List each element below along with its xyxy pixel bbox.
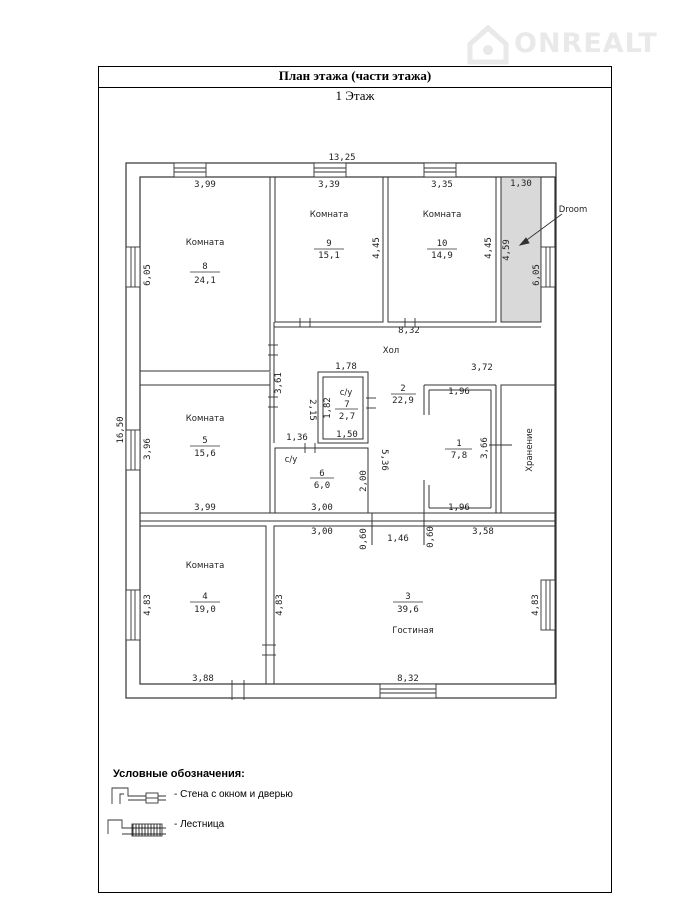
dim-r5-side: 3,96 (143, 438, 153, 460)
room-4-area: 19,0 (194, 605, 216, 615)
room-1-area: 7,8 (450, 451, 468, 461)
room-3-area: 39,6 (397, 605, 419, 615)
dim-d300: 3,00 (311, 527, 333, 537)
dim-r10-top: 3,35 (431, 180, 453, 190)
storage-name: Хранение (525, 428, 535, 472)
dim-d536: 5,36 (379, 449, 389, 471)
dim-r4-bottom: 3,88 (192, 674, 214, 684)
dim-r9-side: 4,45 (372, 237, 382, 259)
dim-overall-height: 16,50 (116, 416, 126, 444)
droom-name: Droom (558, 205, 588, 215)
dim-hall-361: 3,61 (274, 372, 284, 394)
dim-r4-inner: 4,83 (275, 594, 285, 616)
room-9-outline (275, 177, 383, 322)
room-10-number: 10 (436, 239, 448, 249)
dim-r1-side: 3,66 (480, 437, 490, 459)
dim-r3-side: 4,83 (531, 594, 541, 616)
room-4-name: Комната (185, 561, 225, 571)
room-8-area: 24,1 (194, 276, 216, 286)
wc-6-number: 6 (319, 469, 325, 479)
watermark-text: ONREALT (514, 28, 658, 59)
dimension-labels (116, 153, 542, 684)
room-9-number: 9 (326, 239, 332, 249)
dim-d358: 3,58 (472, 527, 494, 537)
room-9-name: Комната (309, 210, 349, 220)
dim-r3-bottom: 8,32 (397, 674, 419, 684)
room-8-outline (140, 177, 270, 371)
dim-wc6-300: 3,00 (311, 503, 333, 513)
dim-wc6-200: 2,00 (359, 470, 369, 492)
room-8-name: Комната (185, 238, 225, 248)
dim-wc7-150: 1,50 (336, 430, 358, 440)
dim-hall-178: 1,78 (335, 362, 357, 372)
dim-d060a: 0,60 (359, 528, 369, 550)
dim-hall-832: 8,32 (398, 326, 420, 336)
room-10-name: Комната (422, 210, 462, 220)
wc-7-area: 2,7 (338, 412, 356, 422)
dim-hall-372: 3,72 (471, 363, 493, 373)
room-8-number: 8 (202, 262, 208, 272)
floor-label: 1 Этаж (335, 88, 375, 103)
dim-r9-top: 3,39 (318, 180, 340, 190)
dim-overall-width: 13,25 (328, 153, 356, 163)
room-10-area: 14,9 (431, 251, 453, 261)
legend-stairs: - Лестница (174, 819, 225, 830)
wc-6-area: 6,0 (313, 481, 331, 491)
area-dividers (190, 249, 472, 602)
dim-wc7-215: 2,15 (307, 399, 317, 421)
legend-stairs-symbol (108, 820, 166, 836)
room-3-name: Гостиная (392, 626, 434, 636)
room-10-outline (388, 177, 496, 322)
room-5-number: 5 (202, 436, 208, 446)
legend-title: Условные обозначения: (113, 768, 245, 780)
hall-area: 22,9 (392, 396, 414, 406)
dim-wc7-182: 1,82 (323, 397, 333, 419)
document-title: План этажа (части этажа) (278, 68, 432, 83)
dim-droom-side1: 4,59 (502, 239, 512, 261)
room-4-number: 4 (202, 592, 208, 602)
hall-name: Хол (382, 346, 400, 356)
dim-d060b: 0,60 (426, 526, 436, 548)
dim-r10-side: 4,45 (484, 237, 494, 259)
room-1-number: 1 (456, 439, 462, 449)
dim-droom-side2: 6,05 (532, 264, 542, 286)
hall-number: 2 (400, 384, 406, 394)
room-5-name: Комната (185, 414, 225, 424)
legend-wall-symbol (112, 788, 166, 804)
wc-7-name: с/у (339, 388, 353, 398)
dim-wc6-136: 1,36 (286, 433, 308, 443)
dim-r1-top: 1,96 (448, 387, 470, 397)
dim-d146: 1,46 (387, 534, 409, 544)
dim-r8-top: 3,99 (194, 180, 216, 190)
dim-r4-side: 4,83 (143, 594, 153, 616)
dim-r1-bottom: 1,96 (448, 503, 470, 513)
room-3-number: 3 (405, 592, 411, 602)
dim-r5-bottom: 3,99 (194, 503, 216, 513)
legend-wall-window-door: - Стена с окном и дверью (174, 789, 293, 800)
room-9-area: 15,1 (318, 251, 340, 261)
dim-droom-top: 1,30 (510, 179, 532, 189)
wc-7-number: 7 (344, 400, 350, 410)
wc-6-name: с/у (284, 455, 298, 465)
room-5-area: 15,6 (194, 449, 216, 459)
dim-r8-side: 6,05 (143, 264, 153, 286)
